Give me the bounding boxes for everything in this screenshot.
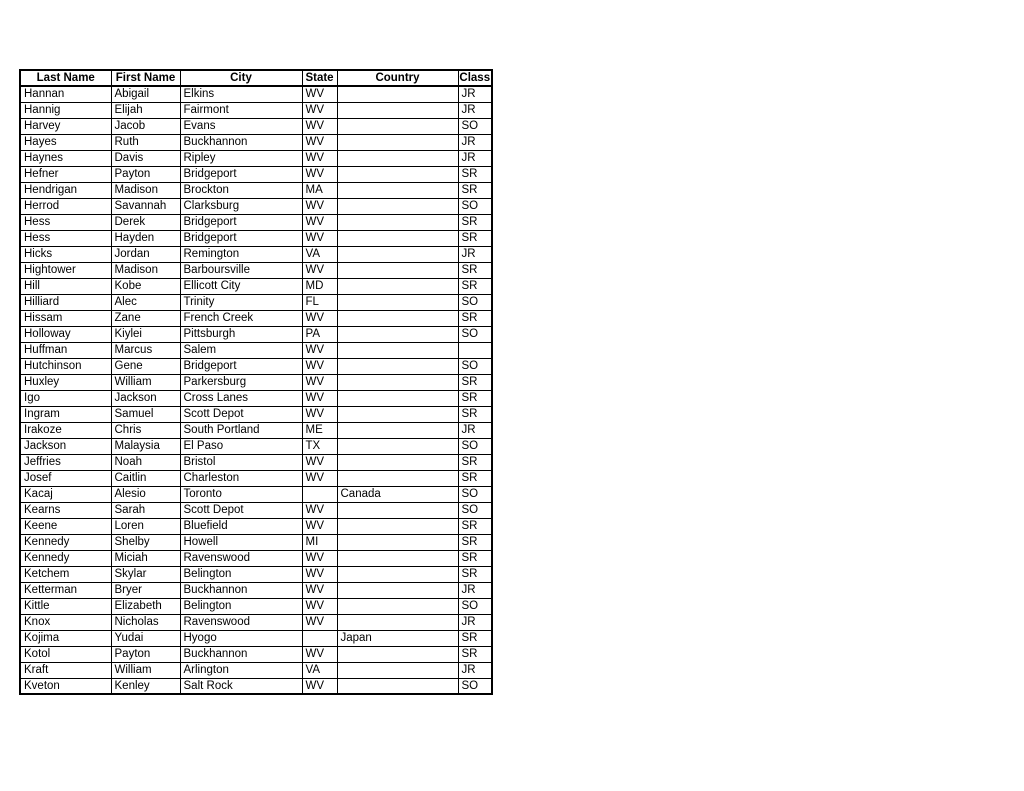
cell-last-name: Holloway	[20, 326, 111, 342]
cell-first-name: Jackson	[111, 390, 180, 406]
cell-state: WV	[302, 374, 337, 390]
table-row	[20, 390, 492, 406]
cell-city: Bristol	[180, 454, 302, 470]
cell-last-name: Hess	[20, 214, 111, 230]
cell-country	[337, 374, 458, 390]
table-row	[20, 198, 492, 214]
cell-city: Bridgeport	[180, 166, 302, 182]
cell-last-name: Hannan	[20, 86, 111, 102]
table-row	[20, 102, 492, 118]
cell-state: MI	[302, 534, 337, 550]
cell-state: WV	[302, 150, 337, 166]
table-row	[20, 230, 492, 246]
cell-first-name: Malaysia	[111, 438, 180, 454]
cell-country	[337, 278, 458, 294]
cell-city: Fairmont	[180, 102, 302, 118]
cell-city: Hyogo	[180, 630, 302, 646]
cell-last-name: Herrod	[20, 198, 111, 214]
cell-country	[337, 678, 458, 694]
table-row	[20, 262, 492, 278]
cell-first-name: William	[111, 662, 180, 678]
cell-state: WV	[302, 86, 337, 102]
cell-last-name: Kojima	[20, 630, 111, 646]
table-row	[20, 518, 492, 534]
table-row	[20, 438, 492, 454]
table-row	[20, 662, 492, 678]
cell-state	[302, 486, 337, 502]
cell-last-name: Harvey	[20, 118, 111, 134]
cell-state: WV	[302, 166, 337, 182]
cell-last-name: Hayes	[20, 134, 111, 150]
cell-city: Salt Rock	[180, 678, 302, 694]
cell-state: WV	[302, 230, 337, 246]
cell-country	[337, 150, 458, 166]
cell-country	[337, 326, 458, 342]
cell-state: WV	[302, 134, 337, 150]
cell-city: Pittsburgh	[180, 326, 302, 342]
cell-class: SO	[458, 598, 492, 614]
cell-class: SR	[458, 230, 492, 246]
cell-first-name: Hayden	[111, 230, 180, 246]
cell-city: Ravenswood	[180, 614, 302, 630]
cell-state: WV	[302, 646, 337, 662]
table-row	[20, 342, 492, 358]
cell-country	[337, 502, 458, 518]
cell-state: WV	[302, 118, 337, 134]
cell-first-name: Davis	[111, 150, 180, 166]
cell-last-name: Kittle	[20, 598, 111, 614]
cell-city: Bridgeport	[180, 214, 302, 230]
cell-country	[337, 454, 458, 470]
header-row	[20, 70, 492, 86]
cell-class: JR	[458, 582, 492, 598]
table-row	[20, 646, 492, 662]
cell-country	[337, 118, 458, 134]
cell-city: Buckhannon	[180, 582, 302, 598]
cell-state: FL	[302, 294, 337, 310]
cell-last-name: Hicks	[20, 246, 111, 262]
cell-city: Barboursville	[180, 262, 302, 278]
cell-last-name: Igo	[20, 390, 111, 406]
cell-first-name: Loren	[111, 518, 180, 534]
table-row	[20, 454, 492, 470]
cell-class: SR	[458, 278, 492, 294]
table-row	[20, 630, 492, 646]
cell-first-name: Jordan	[111, 246, 180, 262]
cell-country	[337, 102, 458, 118]
cell-country: Japan	[337, 630, 458, 646]
cell-first-name: Derek	[111, 214, 180, 230]
cell-state: WV	[302, 598, 337, 614]
cell-last-name: Kacaj	[20, 486, 111, 502]
cell-state: WV	[302, 470, 337, 486]
cell-state: WV	[302, 454, 337, 470]
cell-country	[337, 390, 458, 406]
cell-state: WV	[302, 198, 337, 214]
cell-first-name: Shelby	[111, 534, 180, 550]
cell-city: Howell	[180, 534, 302, 550]
table-row	[20, 582, 492, 598]
cell-country: Canada	[337, 486, 458, 502]
cell-class: SO	[458, 294, 492, 310]
cell-class	[458, 342, 492, 358]
cell-first-name: Marcus	[111, 342, 180, 358]
cell-state: WV	[302, 102, 337, 118]
cell-state: TX	[302, 438, 337, 454]
cell-state: WV	[302, 614, 337, 630]
cell-city: Charleston	[180, 470, 302, 486]
header-state: State	[302, 70, 337, 86]
table-row	[20, 310, 492, 326]
cell-city: South Portland	[180, 422, 302, 438]
cell-country	[337, 422, 458, 438]
cell-city: Elkins	[180, 86, 302, 102]
cell-city: Cross Lanes	[180, 390, 302, 406]
cell-first-name: Samuel	[111, 406, 180, 422]
cell-first-name: Kiylei	[111, 326, 180, 342]
table-row	[20, 246, 492, 262]
cell-last-name: Josef	[20, 470, 111, 486]
header-country: Country	[337, 70, 458, 86]
table-row	[20, 486, 492, 502]
cell-class: SO	[458, 118, 492, 134]
cell-first-name: Alec	[111, 294, 180, 310]
cell-country	[337, 182, 458, 198]
cell-country	[337, 550, 458, 566]
cell-city: Ripley	[180, 150, 302, 166]
cell-city: Salem	[180, 342, 302, 358]
cell-country	[337, 86, 458, 102]
cell-city: Scott Depot	[180, 502, 302, 518]
header-first-name: First Name	[111, 70, 180, 86]
table-row	[20, 534, 492, 550]
cell-first-name: Madison	[111, 182, 180, 198]
cell-first-name: Skylar	[111, 566, 180, 582]
cell-country	[337, 406, 458, 422]
cell-city: Remington	[180, 246, 302, 262]
cell-last-name: Hefner	[20, 166, 111, 182]
table-row	[20, 358, 492, 374]
table-row	[20, 294, 492, 310]
cell-country	[337, 262, 458, 278]
cell-class: SO	[458, 326, 492, 342]
cell-last-name: Kraft	[20, 662, 111, 678]
cell-city: Arlington	[180, 662, 302, 678]
cell-state: VA	[302, 246, 337, 262]
table-row	[20, 502, 492, 518]
cell-country	[337, 614, 458, 630]
cell-last-name: Huxley	[20, 374, 111, 390]
cell-first-name: Elijah	[111, 102, 180, 118]
table-row	[20, 86, 492, 102]
table-row	[20, 278, 492, 294]
cell-last-name: Hissam	[20, 310, 111, 326]
cell-first-name: Miciah	[111, 550, 180, 566]
cell-first-name: Elizabeth	[111, 598, 180, 614]
cell-state: ME	[302, 422, 337, 438]
cell-last-name: Hess	[20, 230, 111, 246]
cell-class: JR	[458, 134, 492, 150]
cell-city: Buckhannon	[180, 134, 302, 150]
cell-last-name: Ketchem	[20, 566, 111, 582]
cell-state	[302, 630, 337, 646]
cell-class: SR	[458, 262, 492, 278]
cell-last-name: Irakoze	[20, 422, 111, 438]
cell-class: SR	[458, 454, 492, 470]
cell-class: SR	[458, 550, 492, 566]
cell-state: VA	[302, 662, 337, 678]
table-header	[20, 70, 492, 86]
cell-city: Ellicott City	[180, 278, 302, 294]
table-row	[20, 374, 492, 390]
cell-city: Evans	[180, 118, 302, 134]
cell-state: WV	[302, 262, 337, 278]
cell-country	[337, 310, 458, 326]
cell-first-name: Abigail	[111, 86, 180, 102]
cell-city: French Creek	[180, 310, 302, 326]
cell-state: WV	[302, 214, 337, 230]
table-row	[20, 150, 492, 166]
cell-first-name: Chris	[111, 422, 180, 438]
table-row	[20, 166, 492, 182]
table-row	[20, 678, 492, 694]
cell-class: SO	[458, 502, 492, 518]
cell-class: SO	[458, 486, 492, 502]
cell-state: WV	[302, 310, 337, 326]
cell-city: Scott Depot	[180, 406, 302, 422]
cell-class: JR	[458, 150, 492, 166]
cell-city: El Paso	[180, 438, 302, 454]
cell-first-name: Bryer	[111, 582, 180, 598]
cell-country	[337, 598, 458, 614]
cell-country	[337, 214, 458, 230]
cell-first-name: Kobe	[111, 278, 180, 294]
cell-last-name: Huffman	[20, 342, 111, 358]
cell-class: JR	[458, 662, 492, 678]
table-row	[20, 326, 492, 342]
cell-class: JR	[458, 422, 492, 438]
cell-city: Belington	[180, 566, 302, 582]
table-row	[20, 182, 492, 198]
cell-country	[337, 358, 458, 374]
cell-last-name: Hill	[20, 278, 111, 294]
cell-last-name: Ketterman	[20, 582, 111, 598]
cell-first-name: Payton	[111, 646, 180, 662]
cell-state: WV	[302, 678, 337, 694]
cell-country	[337, 230, 458, 246]
cell-first-name: Kenley	[111, 678, 180, 694]
cell-country	[337, 534, 458, 550]
cell-last-name: Kotol	[20, 646, 111, 662]
cell-class: SR	[458, 630, 492, 646]
cell-country	[337, 198, 458, 214]
cell-class: SR	[458, 566, 492, 582]
cell-class: SO	[458, 678, 492, 694]
cell-class: SO	[458, 438, 492, 454]
cell-country	[337, 294, 458, 310]
cell-class: SR	[458, 470, 492, 486]
cell-country	[337, 566, 458, 582]
cell-last-name: Jackson	[20, 438, 111, 454]
table-row	[20, 550, 492, 566]
cell-city: Ravenswood	[180, 550, 302, 566]
cell-class: SR	[458, 534, 492, 550]
cell-first-name: Noah	[111, 454, 180, 470]
cell-state: WV	[302, 406, 337, 422]
cell-class: SR	[458, 518, 492, 534]
cell-city: Bluefield	[180, 518, 302, 534]
cell-state: WV	[302, 358, 337, 374]
cell-state: WV	[302, 518, 337, 534]
cell-city: Trinity	[180, 294, 302, 310]
cell-class: JR	[458, 102, 492, 118]
cell-class: SR	[458, 406, 492, 422]
cell-first-name: Sarah	[111, 502, 180, 518]
cell-first-name: Zane	[111, 310, 180, 326]
cell-first-name: Madison	[111, 262, 180, 278]
roster-table	[19, 69, 493, 695]
cell-last-name: Hendrigan	[20, 182, 111, 198]
cell-country	[337, 470, 458, 486]
cell-state: WV	[302, 502, 337, 518]
cell-last-name: Kearns	[20, 502, 111, 518]
cell-country	[337, 246, 458, 262]
cell-city: Bridgeport	[180, 230, 302, 246]
cell-first-name: Savannah	[111, 198, 180, 214]
cell-state: WV	[302, 390, 337, 406]
cell-class: SO	[458, 198, 492, 214]
cell-country	[337, 342, 458, 358]
cell-first-name: William	[111, 374, 180, 390]
cell-first-name: Nicholas	[111, 614, 180, 630]
cell-city: Parkersburg	[180, 374, 302, 390]
cell-first-name: Gene	[111, 358, 180, 374]
cell-state: PA	[302, 326, 337, 342]
cell-city: Clarksburg	[180, 198, 302, 214]
table-row	[20, 470, 492, 486]
cell-state: WV	[302, 566, 337, 582]
cell-state: WV	[302, 550, 337, 566]
cell-class: SR	[458, 182, 492, 198]
cell-class: JR	[458, 86, 492, 102]
cell-first-name: Yudai	[111, 630, 180, 646]
table-row	[20, 406, 492, 422]
cell-class: SR	[458, 214, 492, 230]
cell-class: SR	[458, 310, 492, 326]
cell-state: MD	[302, 278, 337, 294]
table-row	[20, 134, 492, 150]
cell-city: Buckhannon	[180, 646, 302, 662]
cell-class: SR	[458, 166, 492, 182]
cell-last-name: Hannig	[20, 102, 111, 118]
cell-country	[337, 646, 458, 662]
cell-city: Brockton	[180, 182, 302, 198]
cell-class: SO	[458, 358, 492, 374]
cell-last-name: Keene	[20, 518, 111, 534]
cell-last-name: Kveton	[20, 678, 111, 694]
cell-class: SR	[458, 390, 492, 406]
cell-class: JR	[458, 614, 492, 630]
cell-state: MA	[302, 182, 337, 198]
header-city: City	[180, 70, 302, 86]
cell-country	[337, 582, 458, 598]
cell-class: SR	[458, 374, 492, 390]
cell-country	[337, 518, 458, 534]
table-row	[20, 214, 492, 230]
table-row	[20, 422, 492, 438]
cell-last-name: Ingram	[20, 406, 111, 422]
cell-class: JR	[458, 246, 492, 262]
cell-first-name: Alesio	[111, 486, 180, 502]
cell-first-name: Jacob	[111, 118, 180, 134]
cell-first-name: Payton	[111, 166, 180, 182]
cell-class: SR	[458, 646, 492, 662]
cell-last-name: Haynes	[20, 150, 111, 166]
cell-city: Bridgeport	[180, 358, 302, 374]
cell-first-name: Ruth	[111, 134, 180, 150]
cell-city: Belington	[180, 598, 302, 614]
header-last-name: Last Name	[20, 70, 111, 86]
cell-country	[337, 134, 458, 150]
cell-country	[337, 166, 458, 182]
cell-city: Toronto	[180, 486, 302, 502]
cell-last-name: Hutchinson	[20, 358, 111, 374]
cell-last-name: Knox	[20, 614, 111, 630]
table-row	[20, 566, 492, 582]
cell-last-name: Kennedy	[20, 534, 111, 550]
cell-state: WV	[302, 582, 337, 598]
cell-last-name: Hilliard	[20, 294, 111, 310]
cell-country	[337, 438, 458, 454]
table-row	[20, 614, 492, 630]
cell-country	[337, 662, 458, 678]
cell-last-name: Jeffries	[20, 454, 111, 470]
cell-last-name: Kennedy	[20, 550, 111, 566]
cell-state: WV	[302, 342, 337, 358]
table-row	[20, 598, 492, 614]
header-class: Class	[459, 72, 491, 84]
cell-last-name: Hightower	[20, 262, 111, 278]
cell-first-name: Caitlin	[111, 470, 180, 486]
table-row	[20, 118, 492, 134]
table-body	[20, 86, 492, 694]
